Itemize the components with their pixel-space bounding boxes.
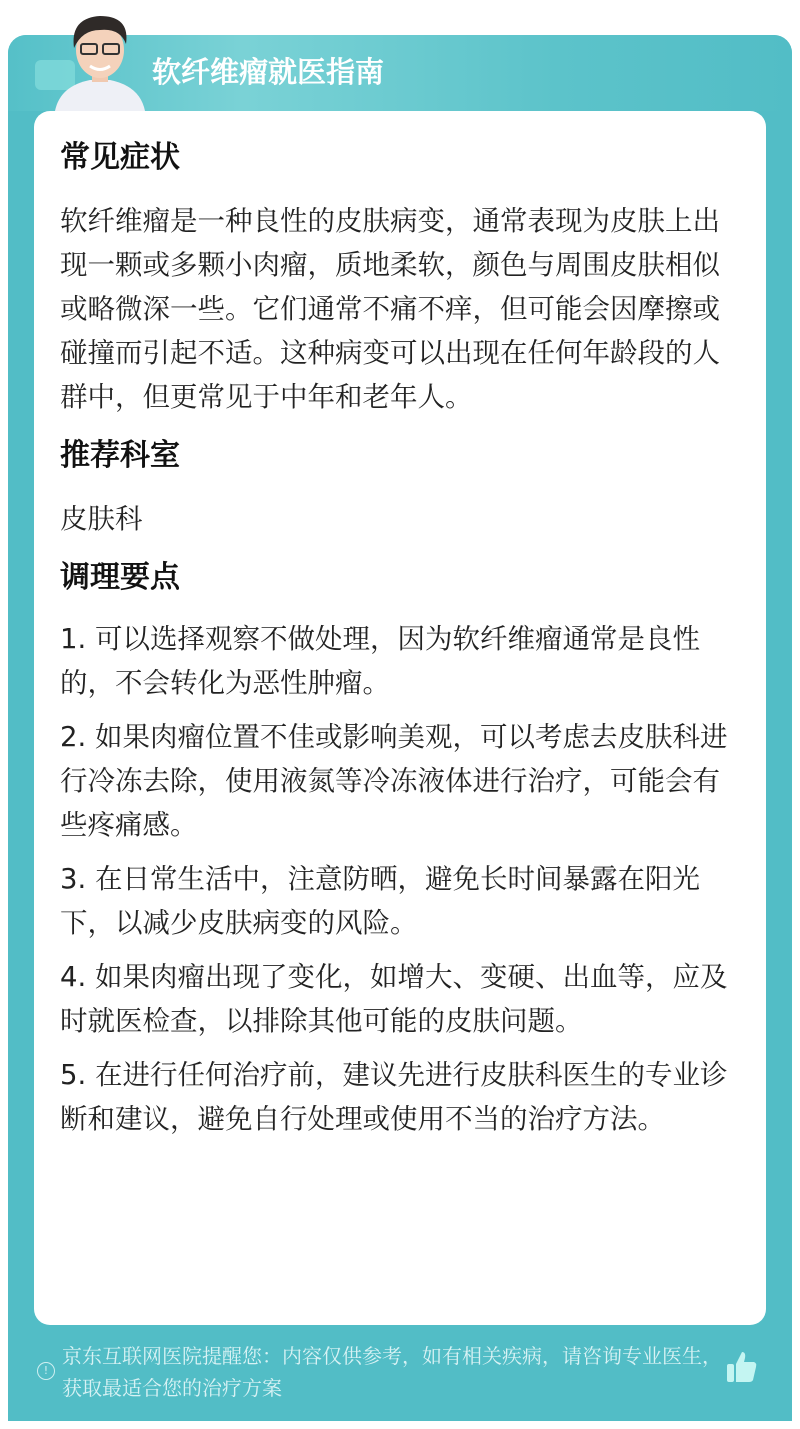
info-icon: ! [37, 1362, 55, 1380]
care-item: 3. 在日常生活中，注意防晒，避免长时间暴露在阳光下，以减少皮肤病变的风险。 [60, 863, 700, 939]
department-text: 皮肤科 [60, 503, 143, 535]
thumbs-up-icon[interactable] [726, 1350, 758, 1384]
disclaimer-text: 京东互联网医院提醒您：内容仅供参考，如有相关疾病，请咨询专业医生，获取最适合您的治疗方案 [62, 1344, 722, 1400]
content-card [34, 111, 766, 1325]
care-item: 4. 如果肉瘤出现了变化，如增大、变硬、出血等，应及时就医检查，以排除其他可能的皮肤问题。 [60, 961, 728, 1037]
care-item: 5. 在进行任何治疗前，建议先进行皮肤科医生的专业诊断和建议，避免自行处理或使用不当的治疗方法。 [60, 1059, 728, 1135]
page-title: 软纤维瘤就医指南 [152, 55, 385, 89]
doctor-avatar [50, 8, 150, 111]
department-heading: 推荐科室 [60, 438, 180, 473]
care-item: 2. 如果肉瘤位置不佳或影响美观，可以考虑去皮肤科进行冷冻去除，使用液氮等冷冻液体进行治疗，可能会有些疼痛感。 [60, 721, 728, 841]
care-heading: 调理要点 [60, 560, 180, 595]
symptoms-heading: 常见症状 [60, 140, 180, 175]
symptoms-text: 软纤维瘤是一种良性的皮肤病变，通常表现为皮肤上出现一颗或多颗小肉瘤，质地柔软，颜色与周围皮肤相似或略微深一些。它们通常不痛不痒，但可能会因摩擦或碰撞而引起不适。这种病变可以出现在任何年龄段的人群中，但更常见于中年和老年人。 [60, 205, 720, 413]
care-item: 1. 可以选择观察不做处理，因为软纤维瘤通常是良性的，不会转化为恶性肿瘤。 [60, 623, 700, 699]
care-list [60, 617, 740, 1141]
